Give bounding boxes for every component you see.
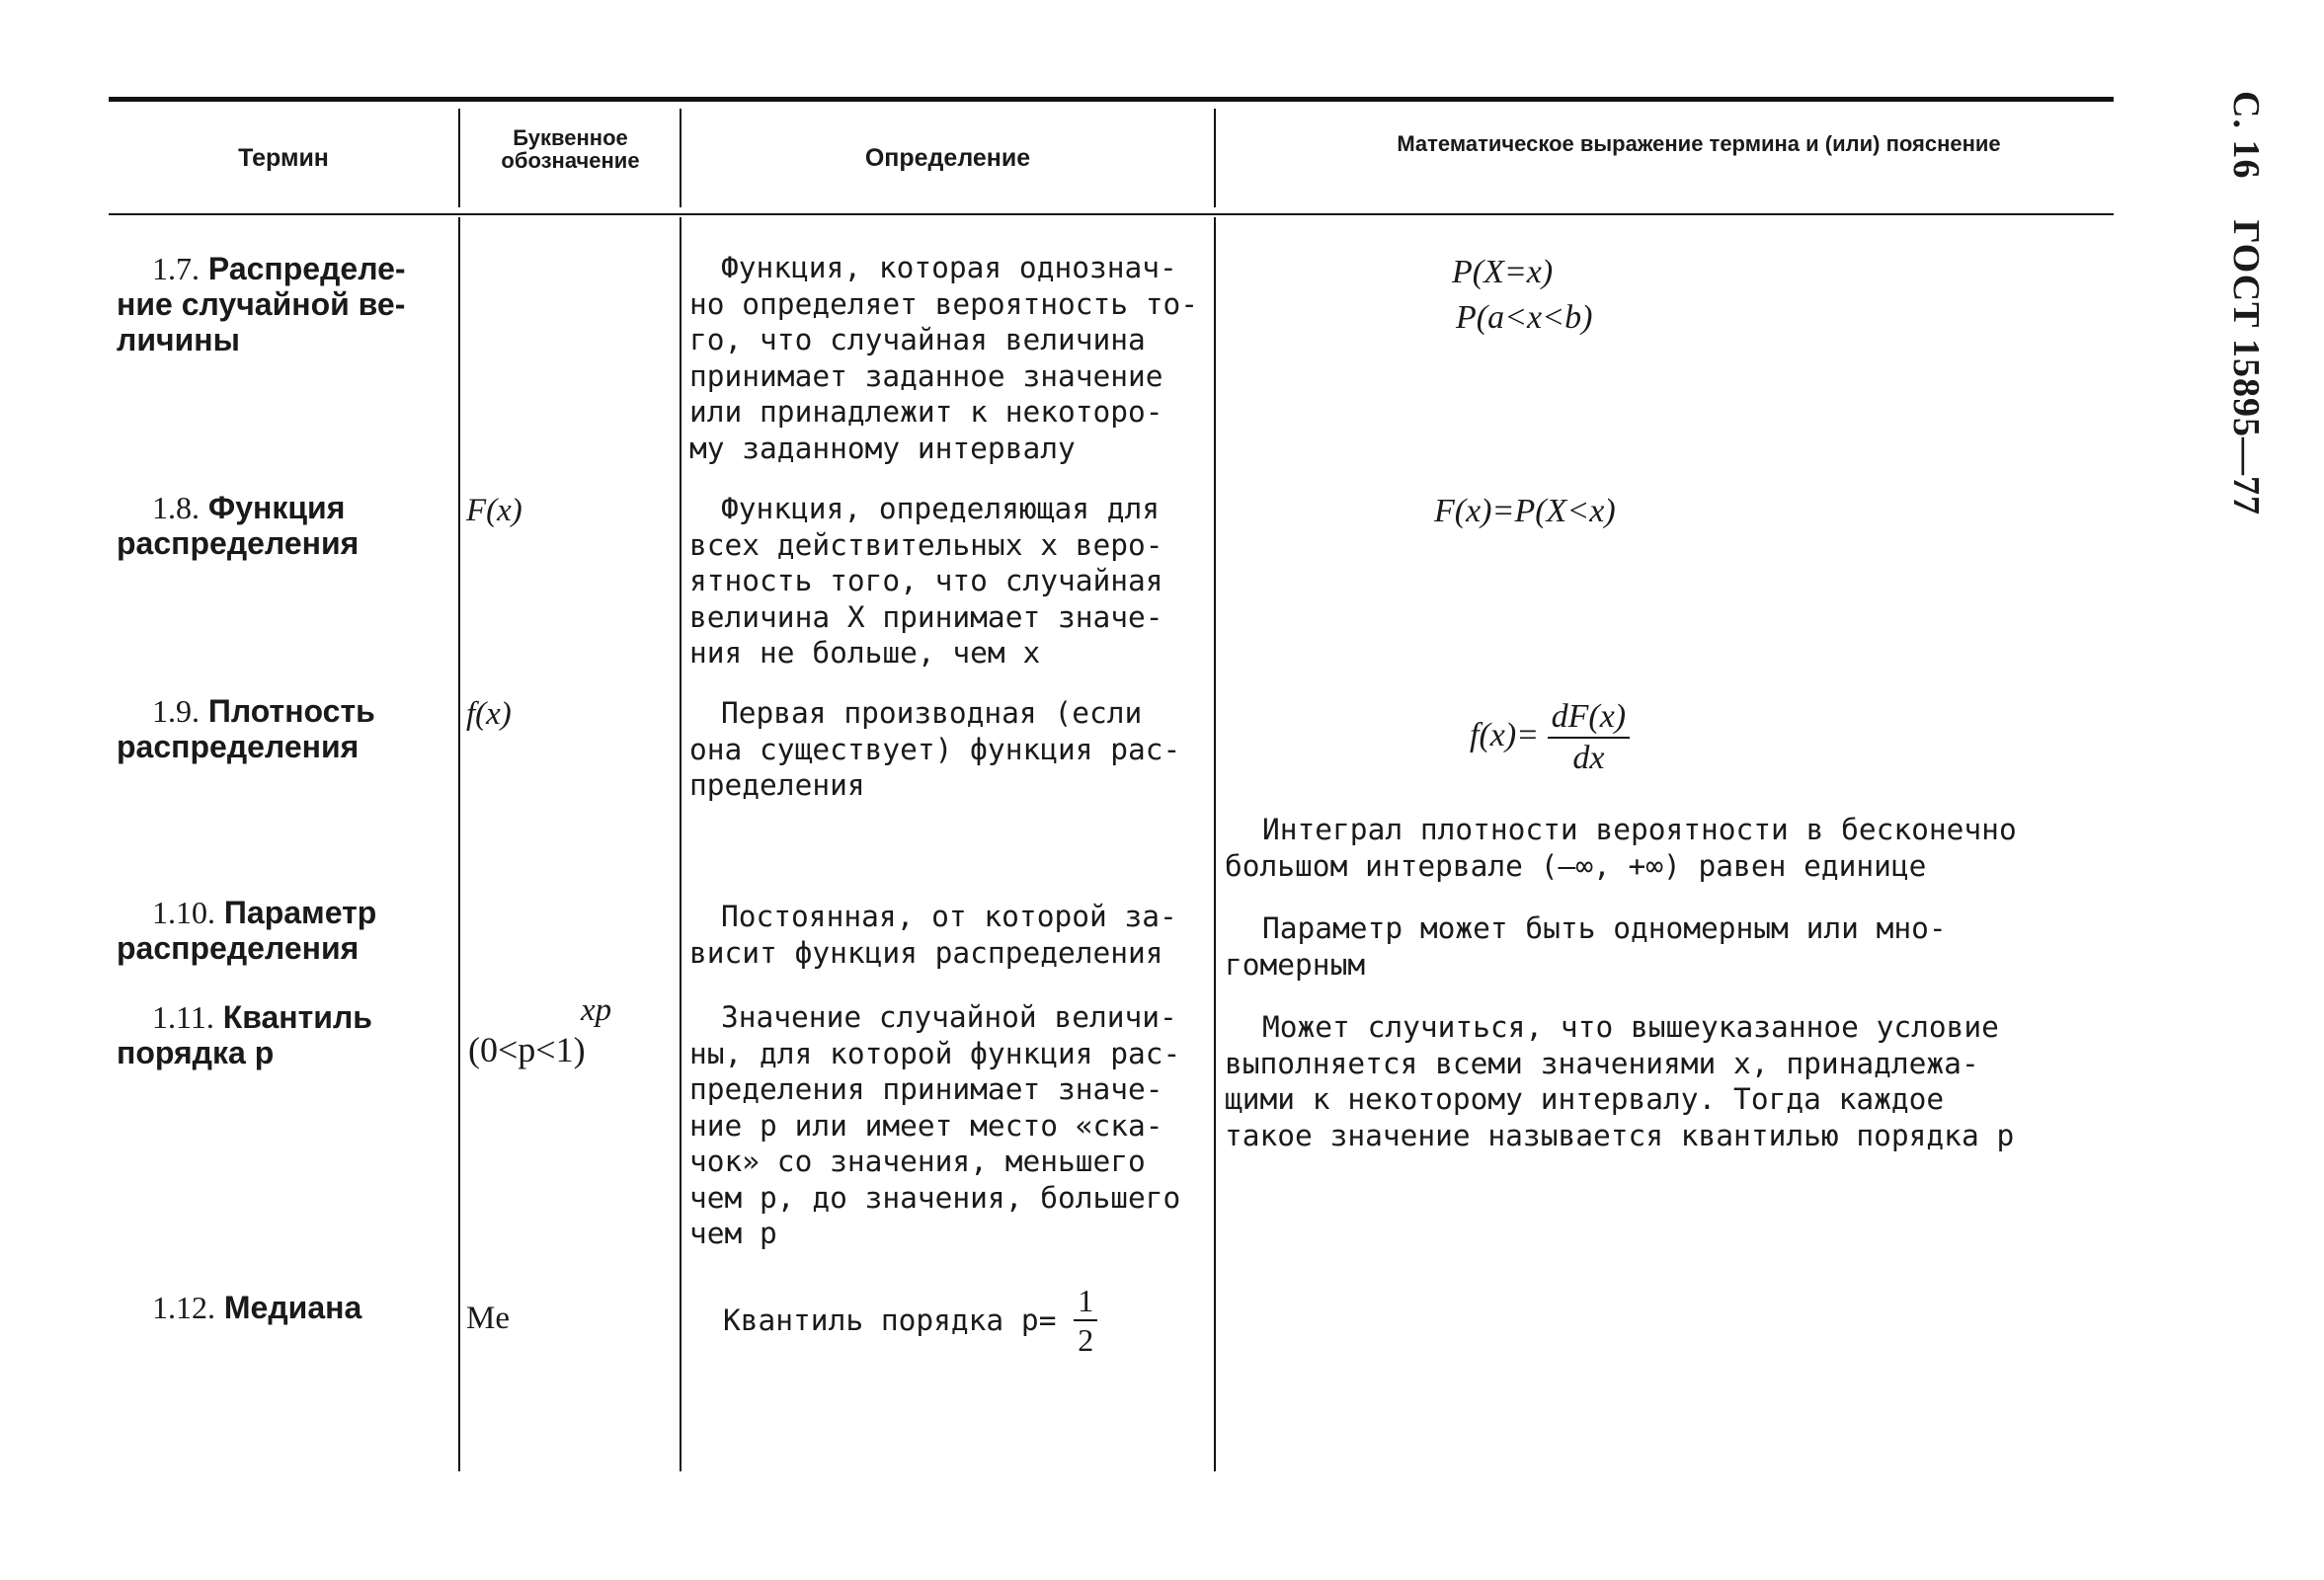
header-math: Математическое выражение термина и (или) пояснение: [1397, 131, 2001, 156]
fraction-numerator: dF(x): [1548, 697, 1631, 739]
term-line: ние случайной ве-: [117, 286, 406, 322]
definition-line: всех действительных x веро-: [689, 527, 1163, 562]
term-number: 1.10.: [152, 895, 215, 930]
term-line: личины: [117, 322, 240, 357]
column-divider-1-header: [458, 109, 460, 207]
symbol-1-9: f(x): [466, 696, 512, 732]
standard-number: ГОСТ 15895—77: [2225, 219, 2267, 515]
definition-line: чок» со значения, меньшего: [689, 1145, 1146, 1178]
column-divider-2: [680, 217, 681, 1471]
header-symbol: Буквенное обозначение: [501, 125, 640, 173]
symbol-1-11-main: [581, 991, 611, 1029]
fraction-denominator: 2: [1078, 1322, 1094, 1358]
definition-line: ятность того, что случайная: [689, 564, 1163, 597]
header-bottom-rule: [109, 213, 2114, 215]
definition-line: величина X принимает значе-: [689, 599, 1163, 634]
term-line: распределения: [117, 525, 360, 561]
definition-line: она существует) функция рас-: [689, 732, 1181, 766]
definition-line: принимает заданное значение: [689, 358, 1163, 393]
term-1-12: [117, 1290, 452, 1325]
definition-line: но определяет вероятность то-: [689, 286, 1199, 321]
term-line: Квантиль: [222, 999, 372, 1035]
definition-line: ны, для которой функция рас-: [689, 1036, 1181, 1070]
definition-line: Функция, которая однознач-: [721, 251, 1177, 284]
term-1-10: [117, 895, 452, 966]
definition-line: ние p или имеет место «ска-: [689, 1108, 1163, 1143]
fraction-numerator: 1: [1074, 1282, 1097, 1321]
definition-line: чем p, до значения, большего: [689, 1180, 1181, 1215]
symbol-text: xp: [581, 992, 612, 1028]
explanation-1-11: [1225, 1009, 2133, 1153]
definition-fraction: [1074, 1282, 1097, 1359]
header-term: Термин: [238, 144, 329, 172]
definition-1-9: [689, 695, 1213, 804]
explanation-line: Может случиться, что вышеуказанное условие: [1262, 1010, 1999, 1044]
header-definition: Определение: [864, 144, 1031, 172]
explanation-line: такое значение называется квантилью порядка p: [1225, 1118, 2015, 1152]
term-line: Медиана: [223, 1290, 362, 1325]
table-top-rule: [109, 97, 2114, 102]
explanation-1-10: [1225, 910, 2133, 983]
symbol-1-11-condition: (0<p<1): [468, 1030, 586, 1069]
definition-line: го, что случайная величина: [689, 323, 1146, 356]
term-1-11: [117, 999, 452, 1070]
term-line: Плотность: [207, 693, 375, 729]
math-1-8: F(x)=P(X<x): [1434, 493, 1616, 529]
term-1-8: [117, 490, 452, 561]
explanation-line: Параметр может быть одномерным или мно-: [1262, 911, 1947, 945]
definition-line: му заданному интервалу: [689, 431, 1076, 465]
definition-line: Первая производная (если: [721, 696, 1143, 730]
math-1-7-a: P(X=x): [1452, 254, 1554, 290]
explanation-line: щими к некоторому интервалу. Тогда каждое: [1225, 1082, 1945, 1116]
term-line: порядка p: [117, 1035, 275, 1070]
definition-line: висит функция распределения: [689, 935, 1163, 970]
term-line: Параметр: [223, 895, 377, 930]
term-number: 1.9.: [152, 693, 200, 729]
term-1-9: [117, 693, 452, 764]
column-divider-3-header: [1214, 109, 1216, 207]
page-number: С. 16: [2225, 91, 2267, 180]
definition-1-7: [689, 250, 1213, 466]
definition-1-12: [723, 1282, 1217, 1359]
term-number: 1.12.: [152, 1290, 215, 1325]
definition-line: пределения: [689, 768, 865, 802]
term-number: 1.8.: [152, 490, 200, 525]
symbol-1-8: F(x): [466, 493, 522, 528]
explanation-line: большом интервале (—∞, +∞) равен единице: [1225, 848, 1927, 883]
explanation-line: выполняется всеми значениями x, принадлежа-: [1225, 1046, 1979, 1080]
math-lhs: f(x)=: [1470, 716, 1540, 753]
math-fraction: [1548, 697, 1631, 778]
definition-line: или принадлежит к некоторо-: [689, 395, 1163, 429]
column-divider-1: [458, 217, 460, 1471]
symbol-1-12: Me: [466, 1301, 510, 1336]
fraction-denominator: dx: [1572, 740, 1605, 776]
definition-1-11: [689, 999, 1213, 1252]
definition-text: Квантиль порядка p=: [723, 1303, 1057, 1337]
definition-line: Функция, определяющая для: [721, 492, 1161, 525]
math-1-9: [1470, 697, 1630, 778]
definition-line: Значение случайной величи-: [721, 1000, 1177, 1034]
explanation-line: Интеграл плотности вероятности в бесконечно: [1262, 813, 2017, 846]
term-1-7: [117, 251, 452, 357]
definition-1-10: [689, 899, 1213, 971]
definition-line: пределения принимает значе-: [689, 1072, 1163, 1106]
term-line: Распределе-: [207, 251, 406, 286]
explanation-1-9: [1225, 812, 2133, 884]
definition-line: Постоянная, от которой за-: [721, 900, 1177, 933]
definition-line: ния не больше, чем x: [689, 636, 1041, 670]
definition-line: чем p: [689, 1217, 777, 1250]
term-number: 1.11.: [152, 999, 214, 1035]
math-1-7-b: P(a<x<b): [1456, 299, 1593, 336]
term-line: распределения: [117, 930, 360, 966]
term-line: Функция: [207, 490, 346, 525]
term-line: распределения: [117, 729, 360, 764]
term-number: 1.7.: [152, 251, 200, 286]
definition-1-8: [689, 491, 1213, 672]
side-header: [2224, 91, 2268, 515]
explanation-line: гомерным: [1225, 947, 1366, 982]
